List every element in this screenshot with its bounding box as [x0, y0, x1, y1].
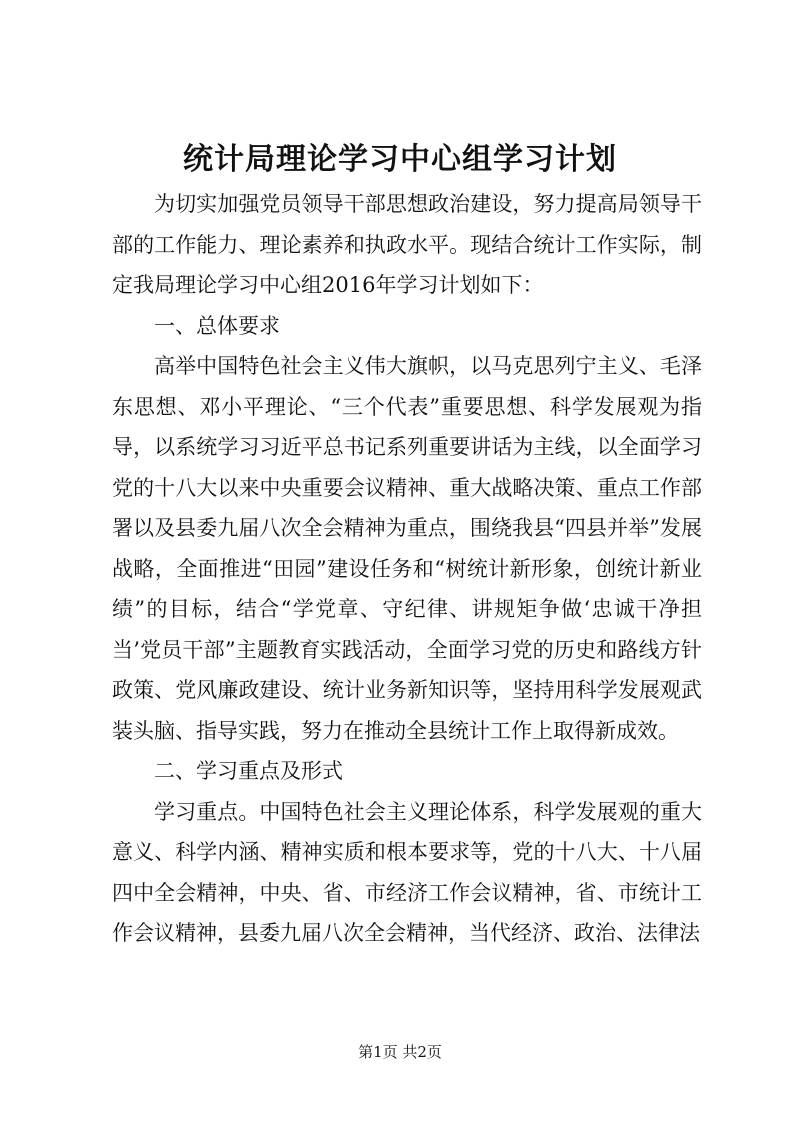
section-heading-study-focus: 二、学习重点及形式	[154, 759, 343, 783]
section-heading-general-requirements: 一、总体要求	[154, 313, 280, 338]
document-title: 统计局理论学习中心组学习计划	[183, 142, 617, 177]
general-requirements-paragraph: 高举中国特色社会主义伟大旗帜，以马克思列宁主义、毛泽东思想、邓小平理论、“三个代表”重要思想、科学发展观为指导，以系统学习习近平总书记系列重要讲话为主线，以全面学习党的十八大以来中央重要会议精神、重大战略决策、重点工作部署以及县委九届八次全会精神为重点，围绕我县“四县并举”发展战略，全面推进“田园”建设任务和“树统计新形象，创统计新业绩”的目标，结合“学党章、守纪律、讲规矩争做‘忠诚干净担当’党员干部”主题教育实践活动，全面学习党的历史和路线方针政策、党风廉政建设、统计业务新知识等，坚持用科学发展观武装头脑、指导实践，努力在推动全县统计工作上取得新成效。	[112, 354, 702, 743]
study-focus-paragraph: 学习重点。中国特色社会主义理论体系，科学发展观的重大意义、科学内涵、精神实质和根本要求等，党的十八大、十八届四中全会精神，中央、省、市经济工作会议精神，省、市统计工作会议精神，县委九届八次全会精神，当代经济、政治、法律法	[112, 799, 702, 945]
page-footer: 第1页 共2页	[358, 1043, 442, 1061]
document-body	[112, 184, 702, 954]
intro-paragraph: 为切实加强党员领导干部思想政治建设，努力提高局领导干部的工作能力、理论素养和执政水平。现结合统计工作实际，制定我局理论学习中心组2016年学习计划如下：	[112, 192, 702, 297]
